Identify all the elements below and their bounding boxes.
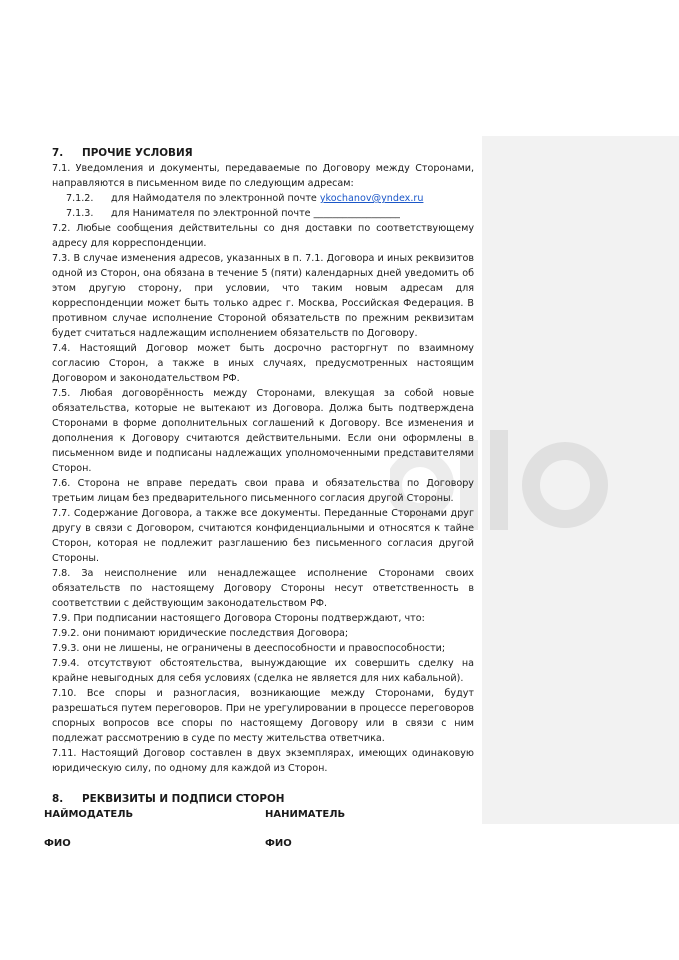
clause-7-5: 7.5. Любая договорённость между Сторонами, влекущая за собой новые обязательства, которые не вытекают из Договора. Должа быть подтверждена Сторонами в форме дополнительных соглашений к Договору. Все изменения и дополнения к Договору считаются действительными. Если они оформлены в письменном виде и подписаны надлежащих уполномоченными представителями Сторон. (52, 388, 474, 474)
clause-7-11: 7.11. Настоящий Договор составлен в двух экземплярах, имеющих одинаковую юридическую силу, по одному для каждой из Сторон. (52, 748, 474, 774)
clause-7-9-2: 7.9.2. они понимают юридические последствия Договора; (52, 628, 349, 639)
clause-7-1-2 (52, 191, 474, 206)
contract-page (44, 146, 474, 851)
section-7-title: ПРОЧИЕ УСЛОВИЯ (82, 147, 193, 159)
signature-parties-row (44, 807, 474, 822)
clause-7-1-2-number: 7.1.2. (66, 193, 94, 204)
clause-7-3: 7.3. В случае изменения адресов, указанных в п. 7.1. Договора и иных реквизитов одной из Сторон, она обязана в течение 5 (пяти) календарных дней уведомить об этом другую сторону, при условии, что таким новым адресам для корреспонденции может быть только адрес г. Москва, Российская Федерация. В противном случае исполнение Стороной обязательств по прежним реквизитам будет считаться надлежащим исполнением обязательств по Договору. (52, 253, 474, 339)
clause-7-10: 7.10. Все споры и разногласия, возникающие между Сторонами, будут разрешаться путем переговоров. При не урегулировании в процессе переговоров спорных вопросов все споры по настоящему Договору или в связи с ним подлежат рассмотрению в суде по месту жительства ответчика. (52, 688, 474, 744)
clause-7-1-3-number: 7.1.3. (66, 208, 94, 219)
section-8-number: 8. (52, 793, 64, 805)
clause-7-8: 7.8. За неисполнение или ненадлежащее исполнение Сторонами своих обязательств по настоящему Договору Стороны несут ответственность в соответствии с действующим законодательством РФ. (52, 568, 474, 609)
clause-7-9-3: 7.9.3. они не лишены, не ограничены в дееспособности и правоспособности; (52, 643, 446, 654)
landlord-email-link[interactable]: ykochanov@yndex.ru (319, 193, 424, 204)
tenant-fio-label: ФИО (265, 838, 292, 849)
section-8-title: РЕКВИЗИТЫ И ПОДПИСИ СТОРОН (82, 793, 285, 805)
clause-7-4: 7.4. Настоящий Договор может быть досрочно расторгнут по взаимному согласию Сторон, а также в иных случаях, предусмотренных настоящим Договором и законодательством РФ. (52, 343, 474, 384)
section-7-number: 7. (52, 147, 64, 159)
clause-7-9-4: 7.9.4. отсутствуют обстоятельства, вынуждающие их совершить сделку на крайне невыгодных для себя условиях (сделка не является для них кабальной). (52, 658, 474, 684)
clause-7-2: 7.2. Любые сообщения действительны со дня доставки по соответствующему адресу для корреспонденции. (52, 223, 474, 249)
clause-7-9: 7.9. При подписании настоящего Договора Стороны подтверждают, что: (52, 613, 425, 624)
landlord-fio-label: ФИО (44, 838, 71, 849)
landlord-label: НАЙМОДАТЕЛЬ (44, 809, 134, 820)
clause-7-1-3 (52, 206, 474, 221)
section-7-heading (52, 146, 474, 161)
clause-7-1-3-text: для Нанимателя по электронной почте __________________ (111, 208, 400, 219)
tenant-label: НАНИМАТЕЛЬ (265, 809, 346, 820)
section-8-heading (52, 792, 474, 807)
clause-7-1: 7.1. Уведомления и документы, передаваемые по Договору между Сторонами, направляются в письменном виде по следующим адресам: (52, 163, 474, 189)
signature-fio-row (44, 836, 474, 851)
clause-7-1-2-text: для Наймодателя по электронной почте (111, 193, 317, 204)
clause-7-6: 7.6. Сторона не вправе передать свои права и обязательства по Договору третьим лицам без предварительного письменного согласия другой Стороны. (52, 478, 474, 504)
clause-7-7: 7.7. Содержание Договора, а также все документы. Переданные Сторонами друг другу в связи с Договором, считаются конфиденциальными и относятся к тайне Сторон, которая не подлежит разглашению без письменного согласия другой Стороны. (52, 508, 474, 564)
